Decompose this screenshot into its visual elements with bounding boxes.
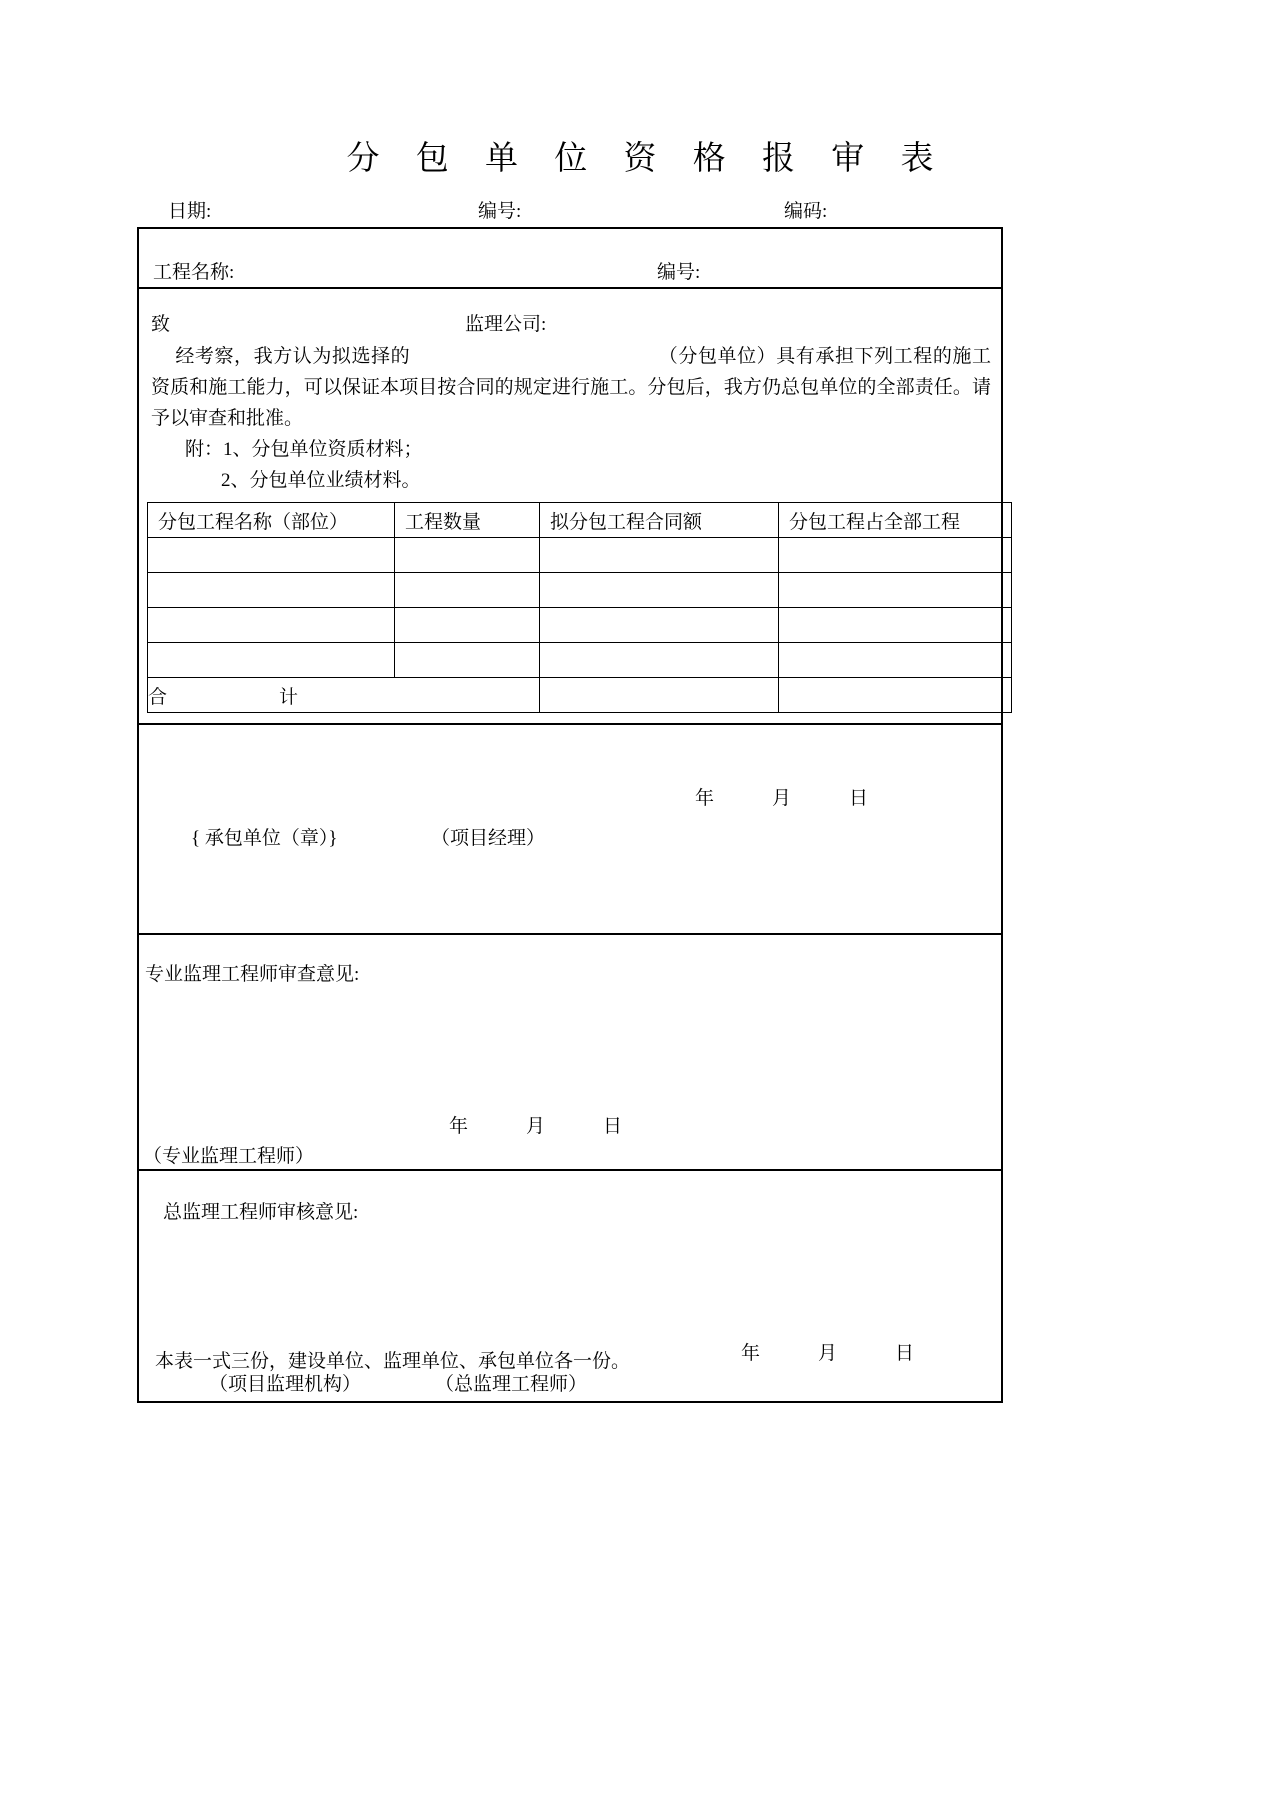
cell-share[interactable]: [779, 643, 1012, 678]
cell-quantity[interactable]: [395, 608, 540, 643]
addressee-line: [147, 309, 993, 341]
table-row[interactable]: [148, 538, 1012, 573]
total-label-cell: [148, 678, 540, 713]
month-label: 月: [526, 1116, 546, 1137]
professional-review-heading: 专业监理工程师审查意见:: [145, 964, 360, 985]
date-label: 日期:: [168, 201, 212, 222]
table-total-row: [148, 678, 1012, 713]
attachment-item-2: 2、分包单位业绩材料。: [221, 470, 421, 491]
year-label: 年: [449, 1116, 469, 1137]
contractor-date-line: [695, 783, 868, 810]
cell-amount[interactable]: [540, 573, 779, 608]
project-number-label: 编号:: [657, 262, 701, 283]
total-label-right: 计: [279, 686, 299, 708]
project-info-row: [139, 229, 1001, 289]
body-paragraph-part1: 经考察，我方认为拟选择的: [174, 346, 411, 367]
cell-share[interactable]: [779, 573, 1012, 608]
form-container: [137, 227, 1003, 1403]
cell-quantity[interactable]: [395, 643, 540, 678]
total-amount-cell[interactable]: [540, 678, 779, 713]
number-label: 编号:: [478, 201, 522, 222]
header-meta-row: [168, 196, 1048, 222]
cell-amount[interactable]: [540, 608, 779, 643]
cell-quantity[interactable]: [395, 538, 540, 573]
cell-name[interactable]: [148, 643, 395, 678]
chief-supervisor-signer-label: （总监理工程师）: [435, 1374, 588, 1395]
day-label: 日: [849, 788, 869, 809]
body-paragraph-part2: （分包单位）具有承担下列工程的施工资质和施工能力，可以保证本项目按合同的规定进行施工。分包后，我方仍总包单位的全部责任。请予以审查和批准。: [151, 346, 991, 429]
column-header-share: 分包工程占全部工程: [779, 503, 1012, 538]
attachment-item-1: 附：1、分包单位资质材料；: [185, 439, 423, 460]
total-label-left: 合: [148, 686, 168, 708]
table-row[interactable]: [148, 573, 1012, 608]
cell-quantity[interactable]: [395, 573, 540, 608]
month-label: 月: [772, 788, 792, 809]
column-header-quantity: 工程数量: [395, 503, 540, 538]
cell-name[interactable]: [148, 538, 395, 573]
cell-share[interactable]: [779, 538, 1012, 573]
project-manager-label: （项目经理）: [431, 828, 546, 849]
cell-name[interactable]: [148, 608, 395, 643]
supervision-organization-label: （项目监理机构）: [209, 1374, 362, 1395]
professional-supervisor-signer-label: （专业监理工程师）: [143, 1146, 315, 1167]
addressee-prefix: 致: [151, 314, 171, 335]
subcontract-table: [147, 502, 1012, 713]
cell-share[interactable]: [779, 608, 1012, 643]
total-share-cell[interactable]: [779, 678, 1012, 713]
cell-amount[interactable]: [540, 643, 779, 678]
day-label: 日: [895, 1343, 915, 1364]
cell-name[interactable]: [148, 573, 395, 608]
table-header-row: [148, 503, 1012, 538]
contractor-signature-section: [139, 723, 1001, 933]
footer-note: 本表一式三份，建设单位、监理单位、承包单位各一份。: [155, 1351, 631, 1372]
chief-date-line: [741, 1338, 914, 1365]
column-header-amount: 拟分包工程合同额: [540, 503, 779, 538]
chief-review-heading: 总监理工程师审核意见:: [163, 1202, 359, 1223]
page-title: 分 包 单 位 资 格 报 审 表: [346, 141, 948, 177]
year-label: 年: [695, 788, 715, 809]
column-header-name: 分包工程名称（部位）: [148, 503, 395, 538]
addressee-company: 监理公司:: [465, 314, 547, 335]
table-row[interactable]: [148, 608, 1012, 643]
project-name-label: 工程名称:: [153, 262, 235, 283]
professional-date-line: [449, 1111, 622, 1138]
month-label: 月: [818, 1343, 838, 1364]
year-label: 年: [741, 1343, 761, 1364]
table-row[interactable]: [148, 643, 1012, 678]
professional-supervisor-section: [139, 933, 1001, 1169]
contractor-unit-seal-label: { 承包单位（章）}: [191, 828, 338, 849]
code-label: 编码:: [784, 201, 828, 222]
body-section: [139, 289, 1001, 723]
day-label: 日: [603, 1116, 623, 1137]
cell-amount[interactable]: [540, 538, 779, 573]
body-paragraph: [147, 341, 993, 434]
